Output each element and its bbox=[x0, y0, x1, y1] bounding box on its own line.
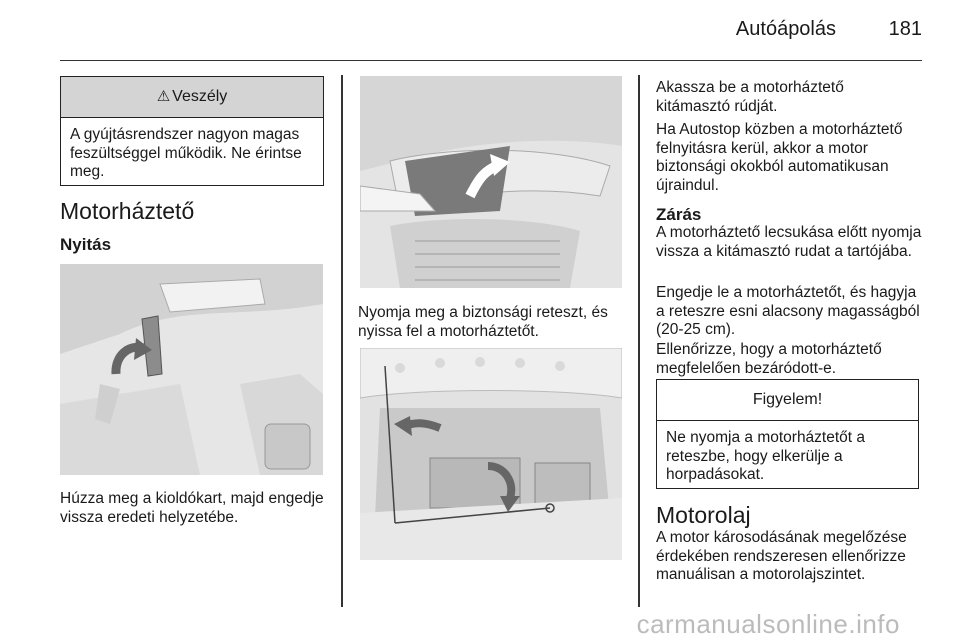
safety-catch-illustration bbox=[360, 76, 622, 288]
danger-box-text: A gyújtásrendszer nagyon magas feszültséggel működik. Ne érintse meg. bbox=[70, 126, 302, 180]
subsection-title-closing: Zárás bbox=[656, 205, 702, 224]
para-autostop: Ha Autostop közben a motorháztető felnyitásra kerül, akkor a motor biztonsági okokból automatikusan újraindul. bbox=[656, 121, 903, 194]
section-title-hood: Motorháztető bbox=[60, 198, 195, 224]
para-lower-hood: Engedje le a motorháztetőt, és hagyja a reteszre esni alacsony magasságból (20-25 cm). bbox=[656, 284, 920, 338]
subsection-title-opening: Nyitás bbox=[60, 235, 112, 254]
figure-open-hood bbox=[360, 348, 622, 560]
danger-box bbox=[60, 76, 324, 186]
notice-box bbox=[656, 379, 919, 489]
danger-box-title: Veszély bbox=[172, 88, 228, 105]
figure-release-lever bbox=[60, 264, 323, 475]
figure-safety-catch bbox=[360, 76, 622, 288]
column-divider bbox=[341, 75, 343, 607]
open-hood-illustration bbox=[360, 348, 622, 560]
para-push-rod: A motorháztető lecsukása előtt nyomja vissza a kitámasztó rudat a tartójába. bbox=[656, 224, 922, 260]
page-number: 181 bbox=[888, 18, 922, 40]
caption-release-lever: Húzza meg a kioldókart, majd engedje vissza eredeti helyzetébe. bbox=[60, 490, 324, 526]
page-header bbox=[60, 0, 922, 61]
watermark: carmanualsonline.info bbox=[636, 609, 900, 639]
para-check-closed: Ellenőrizze, hogy a motorháztető megfelelően bezáródott-e. bbox=[656, 341, 882, 377]
column-divider bbox=[638, 75, 640, 607]
chapter-title: Autóápolás bbox=[735, 18, 836, 40]
caption-safety-catch: Nyomja meg a biztonsági reteszt, és nyissa fel a motorháztetőt. bbox=[358, 304, 608, 340]
danger-box-header bbox=[61, 77, 323, 118]
section-title-engine-oil: Motorolaj bbox=[656, 502, 751, 528]
warning-triangle-icon: ⚠ bbox=[156, 88, 171, 105]
release-lever-illustration bbox=[60, 264, 323, 475]
para-prop-rod: Akassza be a motorháztető kitámasztó rúdját. bbox=[656, 79, 844, 115]
para-engine-oil: A motor károsodásának megelőzése érdekében rendszeresen ellenőrizze manuálisan a motorolajszintet. bbox=[656, 529, 907, 583]
notice-box-title: Figyelem! bbox=[657, 380, 918, 421]
notice-box-text: Ne nyomja a motorháztetőt a reteszbe, hogy elkerülje a horpadásokat. bbox=[666, 429, 866, 483]
